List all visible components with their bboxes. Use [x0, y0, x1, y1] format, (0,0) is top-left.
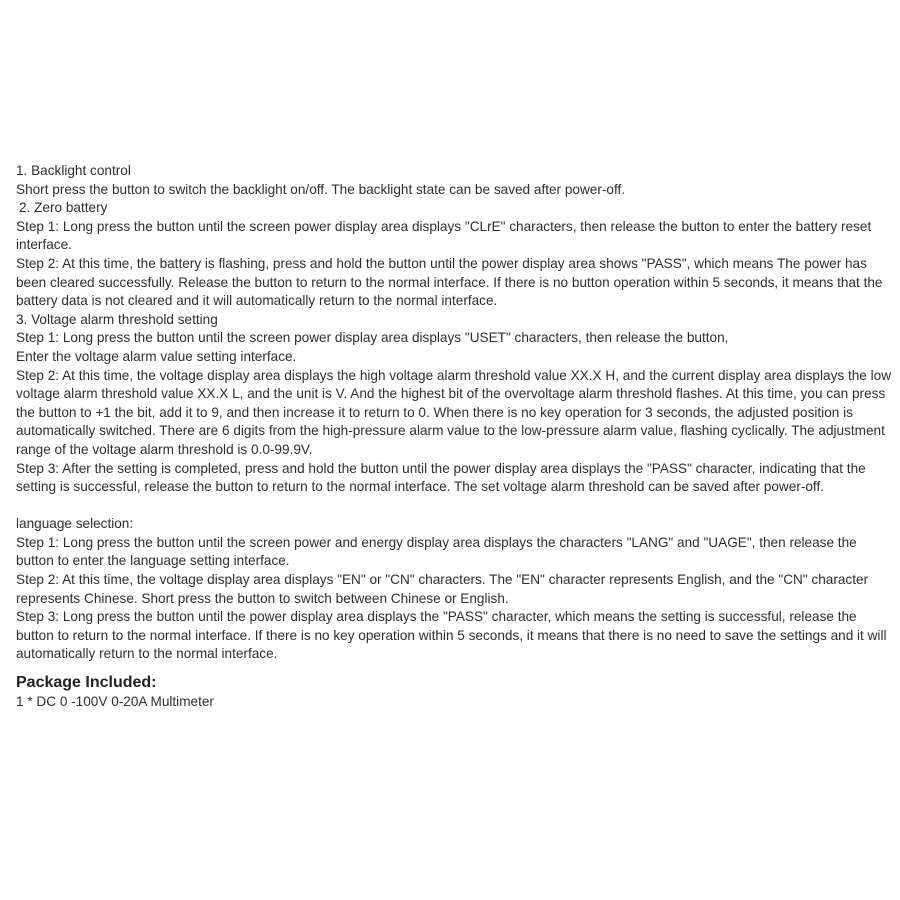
voltage-alarm-step-2: Step 2: At this time, the voltage display area displays the high voltage alarm threshold value XX.X H, and the current display area displays the low voltage alarm threshold value XX.X L, and the unit is V. And the highest bit of the overvoltage alarm threshold flashes. At this time, you can press the button to +1 the bit, add it to 9, and then increase it to return to 0. When there is no key operation for 3 seconds, the adjusted position is automatically switched. There are 6 digits from the high-pressure alarm value to the low-pressure alarm value, flashing cyclically. The adjustment range of the voltage alarm threshold is 0.0-99.9V. — [16, 367, 892, 457]
package-section — [16, 673, 892, 712]
backlight-section — [16, 162, 892, 199]
manual-document — [16, 162, 892, 712]
voltage-alarm-step-1: Step 1: Long press the button until the screen power display area displays "USET" characters, then release the button, — [16, 330, 729, 346]
voltage-alarm-heading: 3. Voltage alarm threshold setting — [16, 311, 218, 327]
zero-battery-step-1: Step 1: Long press the button until the screen power display area displays "CLrE" characters, then release the button to enter the battery reset interface. — [16, 218, 872, 253]
package-item: 1 * DC 0 -100V 0-20A Multimeter — [16, 694, 214, 710]
voltage-alarm-section — [16, 311, 892, 497]
package-heading: Package Included: — [16, 674, 157, 692]
language-section — [16, 515, 892, 664]
zero-battery-heading: 2. Zero battery — [19, 200, 108, 216]
backlight-heading: 1. Backlight control — [16, 163, 131, 178]
language-step-1: Step 1: Long press the button until the screen power and energy display area displays the characters "LANG" and "UAGE", then release the button to enter the language setting interface. — [16, 534, 857, 569]
voltage-alarm-step-1-continued: Enter the voltage alarm value setting interface. — [16, 348, 297, 364]
section-spacer — [16, 497, 892, 516]
voltage-alarm-step-3: Step 3: After the setting is completed, press and hold the button until the power display area displays the "PASS" character, indicating that the setting is successful, release the button to return to the normal interface. The set voltage alarm threshold can be saved after power-off. — [16, 460, 866, 495]
language-heading: language selection: — [16, 516, 134, 532]
language-step-3: Step 3: Long press the button until the power display area displays the "PASS" character, which means the setting is successful, release the button to return to the normal interface. If there is no key operation within 5 seconds, it means that there is no need to save the settings and it will automatically return to the normal interface. — [16, 609, 887, 662]
language-step-2: Step 2: At this time, the voltage display area displays "EN" or "CN" characters. The "EN" character represents English, and the "CN" character represents Chinese. Short press the button to switch between Chinese or English. — [16, 572, 869, 606]
zero-battery-step-2: Step 2: At this time, the battery is flashing, press and hold the button until the power display area shows "PASS", which means The power has been cleared successfully. Release the button to return to the normal interface. If there is no button operation within 5 seconds, it means that the battery data is not cleared and it will automatically return to the normal interface. — [16, 255, 883, 309]
backlight-text: Short press the button to switch the backlight on/off. The backlight state can be saved after power-off. — [16, 181, 626, 197]
zero-battery-section — [16, 199, 892, 311]
